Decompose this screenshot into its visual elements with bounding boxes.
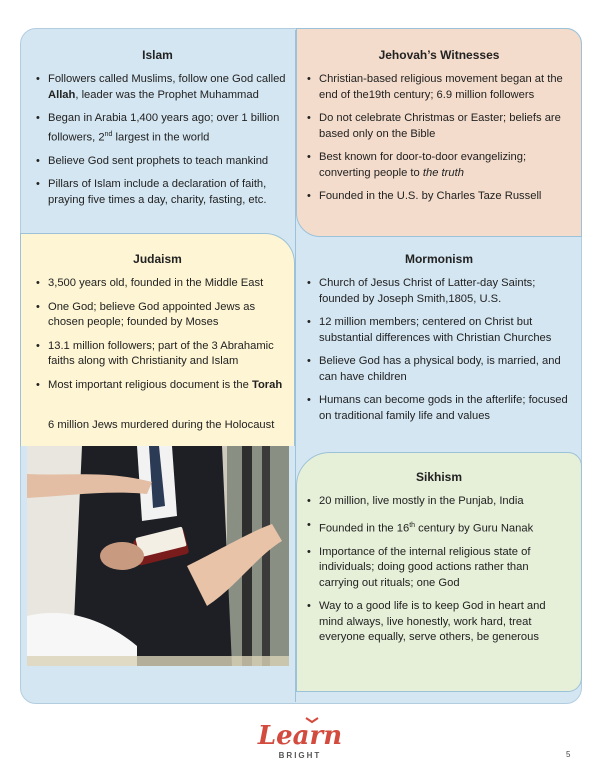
jehovahs-witnesses-list: [305, 72, 570, 213]
page-number: 5: [566, 750, 571, 759]
logo-graphic: [240, 712, 360, 764]
list-item: • Way to a good life is to keep God in heart and mind always, live honestly, work hard, treat everyone equally, serve others, be generous: [305, 599, 570, 646]
judaism-heading: Judaism: [133, 252, 182, 266]
mormonism-heading: Mormonism: [404, 252, 473, 266]
list-item: • 13.1 million followers; part of the 3 Abrahamic faiths along with Christianity and Islam: [34, 339, 289, 370]
list-item: • Began in Arabia 1,400 years ago; over 1 billion followers, 2nd largest in the world: [34, 111, 289, 146]
holocaust-line: 6 million Jews murdered during the Holocaust: [48, 419, 275, 431]
list-item: • Christian-based religious movement began at the end of the19th century; 6.9 million followers: [305, 72, 570, 103]
mormonism-list: [305, 276, 570, 432]
svg-text:BRIGHT: BRIGHT: [278, 751, 322, 760]
list-item: • Founded in the U.S. by Charles Taze Russell: [305, 189, 570, 205]
list-item: • Best known for door-to-door evangelizing; converting people to the truth: [305, 150, 570, 181]
list-item: • Importance of the internal religious state of individuals; doing good actions rather than carrying out rituals; one God: [305, 545, 570, 592]
learn-bright-logo: [240, 712, 360, 764]
list-item: • Humans can become gods in the afterlife; focused on traditional family life and values: [305, 393, 570, 424]
list-item: • 20 million, live mostly in the Punjab, India: [305, 494, 570, 510]
judaism-list: [34, 276, 289, 401]
sikhism-list: [305, 494, 570, 654]
list-item: • Believe God sent prophets to teach mankind: [34, 154, 289, 170]
photo-illustration: [27, 446, 289, 666]
list-item: • Pillars of Islam include a declaration of faith, praying five times a day, charity, fasting, etc.: [34, 177, 289, 208]
list-item: • One God; believe God appointed Jews as chosen people; founded by Moses: [34, 300, 289, 331]
doorway-photo: [27, 446, 289, 666]
jehovahs-witnesses-heading: Jehovah’s Witnesses: [378, 48, 500, 62]
list-item: • Founded in the 16th century by Guru Nanak: [305, 518, 570, 537]
list-item: • Followers called Muslims, follow one God called Allah, leader was the Prophet Muhammad: [34, 72, 289, 103]
list-item: • Do not celebrate Christmas or Easter; beliefs are based only on the Bible: [305, 111, 570, 142]
islam-heading: Islam: [142, 48, 173, 62]
svg-text:Learn: Learn: [257, 721, 343, 751]
list-item: • 12 million members; centered on Christ but substantial differences with Christian Churches: [305, 315, 570, 346]
list-item: • Church of Jesus Christ of Latter-day Saints; founded by Joseph Smith,1805, U.S.: [305, 276, 570, 307]
list-item: • 3,500 years old, founded in the Middle East: [34, 276, 289, 292]
list-item: • Believe God has a physical body, is married, and can have children: [305, 354, 570, 385]
sikhism-heading: Sikhism: [415, 470, 463, 484]
islam-list: [34, 72, 289, 216]
list-item: • Most important religious document is the Torah: [34, 378, 289, 394]
